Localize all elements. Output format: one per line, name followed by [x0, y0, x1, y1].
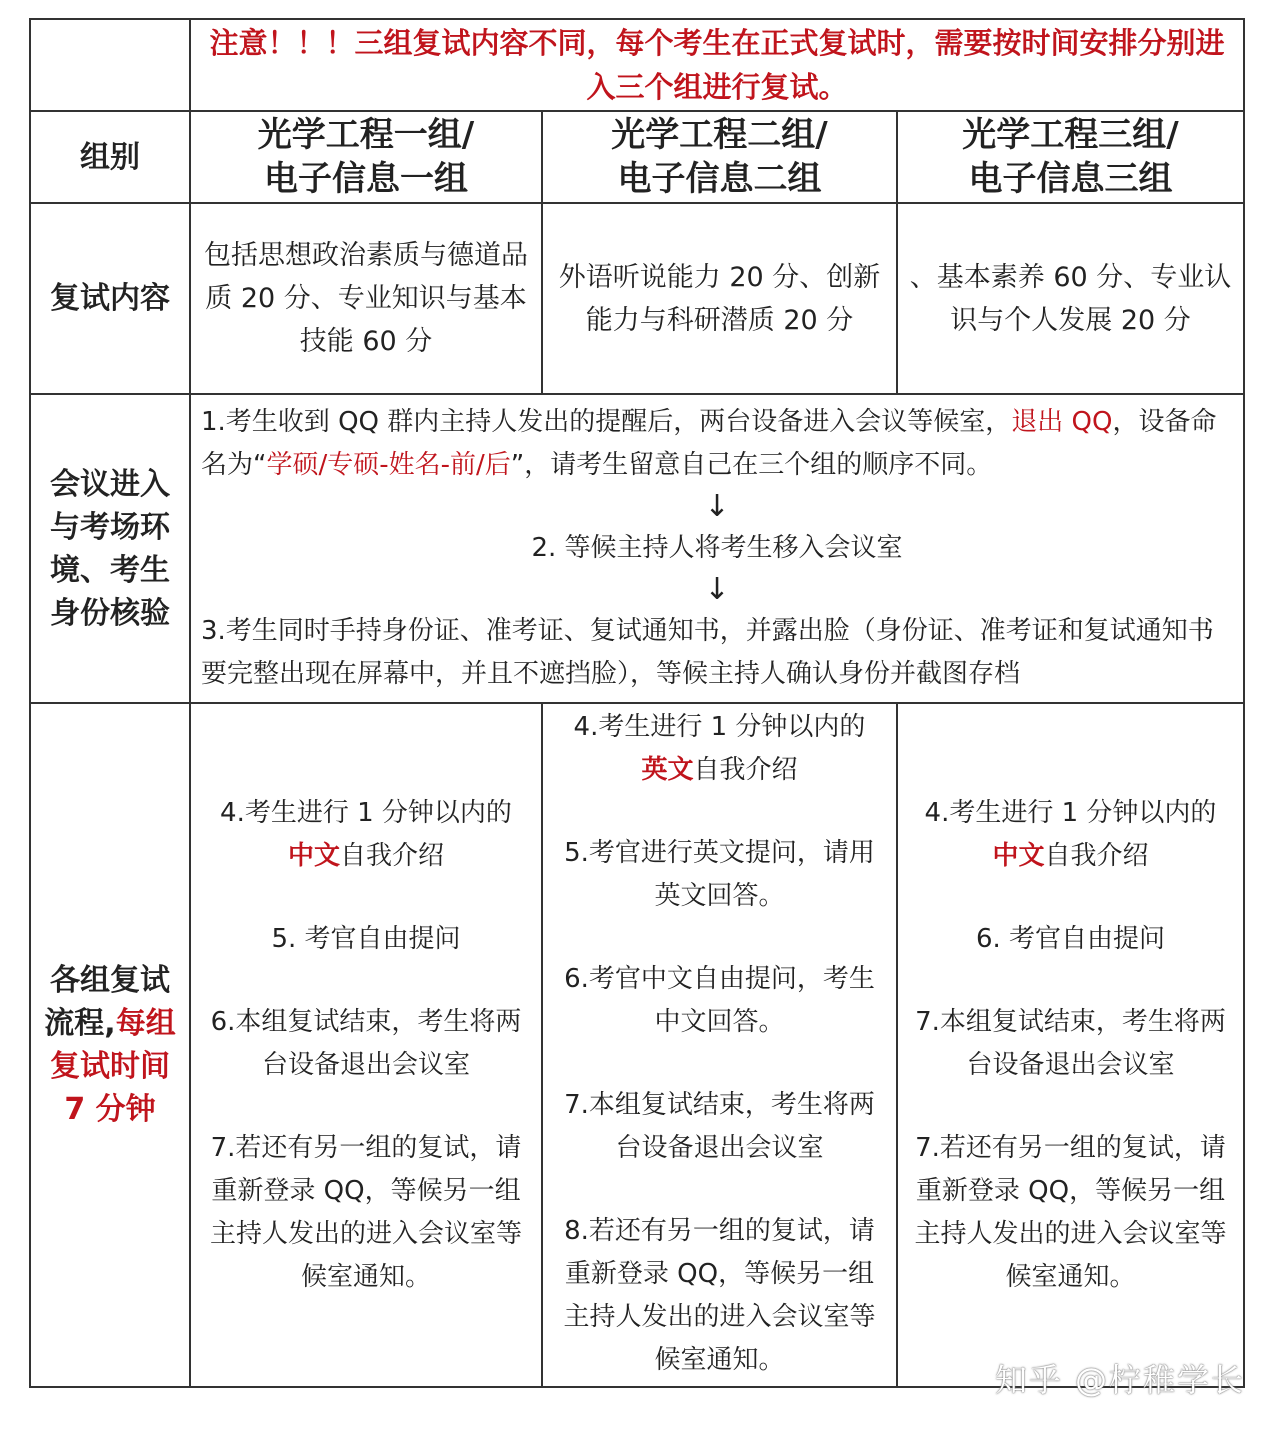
flow-label-plain: 各组复试流程,: [44, 963, 170, 1041]
flow-group-1: [190, 703, 542, 1387]
g1-intro-post: 自我介绍: [340, 840, 445, 871]
g3-intro-post: 自我介绍: [1044, 840, 1149, 871]
g3-intro-pre: 4.考生进行 1 分钟以内的: [924, 797, 1217, 828]
meeting-label: 会议进入与考场环境、考生身份核验: [30, 394, 190, 703]
g3-intro-lang: 中文: [992, 840, 1045, 871]
meeting-step-1: [201, 401, 1233, 487]
zhihu-watermark: 知乎 @柠稚学长: [994, 1361, 1245, 1399]
step1-text-c: ，设备命名为“: [201, 407, 1217, 480]
g1-step-4: [201, 792, 531, 878]
warning-text: 注意！！！三组复试内容不同，每个考生在正式复试时，需要按时间安排分别进入三个组进行复试。: [190, 19, 1244, 111]
content-group-1: 包括思想政治素质与德道品质 20 分、专业知识与基本技能 60 分: [190, 203, 542, 394]
g2-intro-post: 自我介绍: [693, 755, 798, 785]
g2-intro-lang: 英文: [641, 755, 694, 785]
g2-step-6: 6.考官中文自由提问，考生中文回答。: [564, 964, 875, 1037]
g1-intro-pre: 4.考生进行 1 分钟以内的: [220, 797, 512, 828]
g1-step-7: 7.若还有另一组的复试，请重新登录 QQ，等候另一组主持人发出的进入会议室等候室通知。: [209, 1132, 522, 1292]
flow-label-time: 7 分钟: [64, 1092, 156, 1127]
g3-step-7a: 7.本组复试结束，考生将两台设备退出会议室: [915, 1006, 1226, 1080]
step1-exit-qq: 退出 QQ: [1011, 407, 1113, 437]
step1-device-name: 学硕/专硕-姓名-前/后: [266, 450, 511, 480]
g3-step-7b: 7.若还有另一组的复试，请重新登录 QQ，等候另一组主持人发出的进入会议室等候室通知。: [914, 1132, 1227, 1292]
g2-step-7: 7.本组复试结束，考生将两台设备退出会议室: [564, 1090, 875, 1163]
meeting-row: [30, 394, 1244, 703]
flow-row: [30, 703, 1244, 1387]
content-row: [30, 203, 1244, 394]
content-group-2: 外语听说能力 20 分、创新能力与科研潜质 20 分: [542, 203, 897, 394]
step1-text-e: ”，请考生留意自己在三个组的顺序不同。: [510, 450, 993, 480]
flow-label-red: 每组复试时间: [50, 1006, 176, 1084]
flow-group-2: [542, 703, 897, 1387]
group-1-name-line2: 电子信息一组: [264, 159, 468, 199]
g1-step-5: 5. 考官自由提问: [271, 923, 461, 954]
group-2-name-line2: 电子信息二组: [617, 159, 822, 199]
group-3-header: [897, 111, 1244, 203]
flow-label: [30, 703, 190, 1387]
g1-step-6: 6.本组复试结束，考生将两台设备退出会议室: [210, 1006, 522, 1080]
notice-row: [30, 19, 1244, 111]
g1-intro-lang: 中文: [287, 840, 340, 871]
group-label: 组别: [30, 111, 190, 203]
g3-step-6: 6. 考官自由提问: [975, 923, 1166, 954]
corner-cell: [30, 19, 190, 111]
step1-text-a: 1.考生收到 QQ 群内主持人发出的提醒后，两台设备进入会议等候室，: [201, 407, 1012, 437]
flow-group-3: [897, 703, 1244, 1387]
g3-step-4: [908, 792, 1233, 878]
g2-step-5: 5.考官进行英文提问，请用英文回答。: [564, 838, 875, 911]
meeting-step-2: 2. 等候主持人将考生移入会议室: [531, 533, 903, 563]
g2-step-4: [553, 706, 886, 792]
group-2-name-line1: 光学工程二组/: [611, 115, 828, 155]
exam-flow-table: [29, 18, 1245, 1388]
group-header-row: [30, 111, 1244, 203]
group-3-name-line2: 电子信息三组: [968, 159, 1173, 199]
group-1-name-line1: 光学工程一组/: [257, 115, 475, 155]
meeting-steps: [190, 394, 1244, 703]
g2-intro-pre: 4.考生进行 1 分钟以内的: [573, 712, 866, 742]
meeting-step-3: 3.考生同时手持身份证、准考证、复试通知书，并露出脸（身份证、准考证和复试通知书要完整出现在屏幕中，并且不遮挡脸），等候主持人确认身份并截图存档: [201, 616, 1214, 689]
group-2-header: [542, 111, 897, 203]
down-arrow-icon: ↓: [704, 572, 730, 607]
group-3-name-line1: 光学工程三组/: [962, 115, 1179, 155]
down-arrow-icon: ↓: [704, 489, 730, 524]
content-label: 复试内容: [30, 203, 190, 394]
g2-step-8: 8.若还有另一组的复试，请重新登录 QQ，等候另一组主持人发出的进入会议室等候室通知。: [563, 1216, 876, 1375]
group-1-header: [190, 111, 542, 203]
content-group-3: 、基本素养 60 分、专业认识与个人发展 20 分: [897, 203, 1244, 394]
